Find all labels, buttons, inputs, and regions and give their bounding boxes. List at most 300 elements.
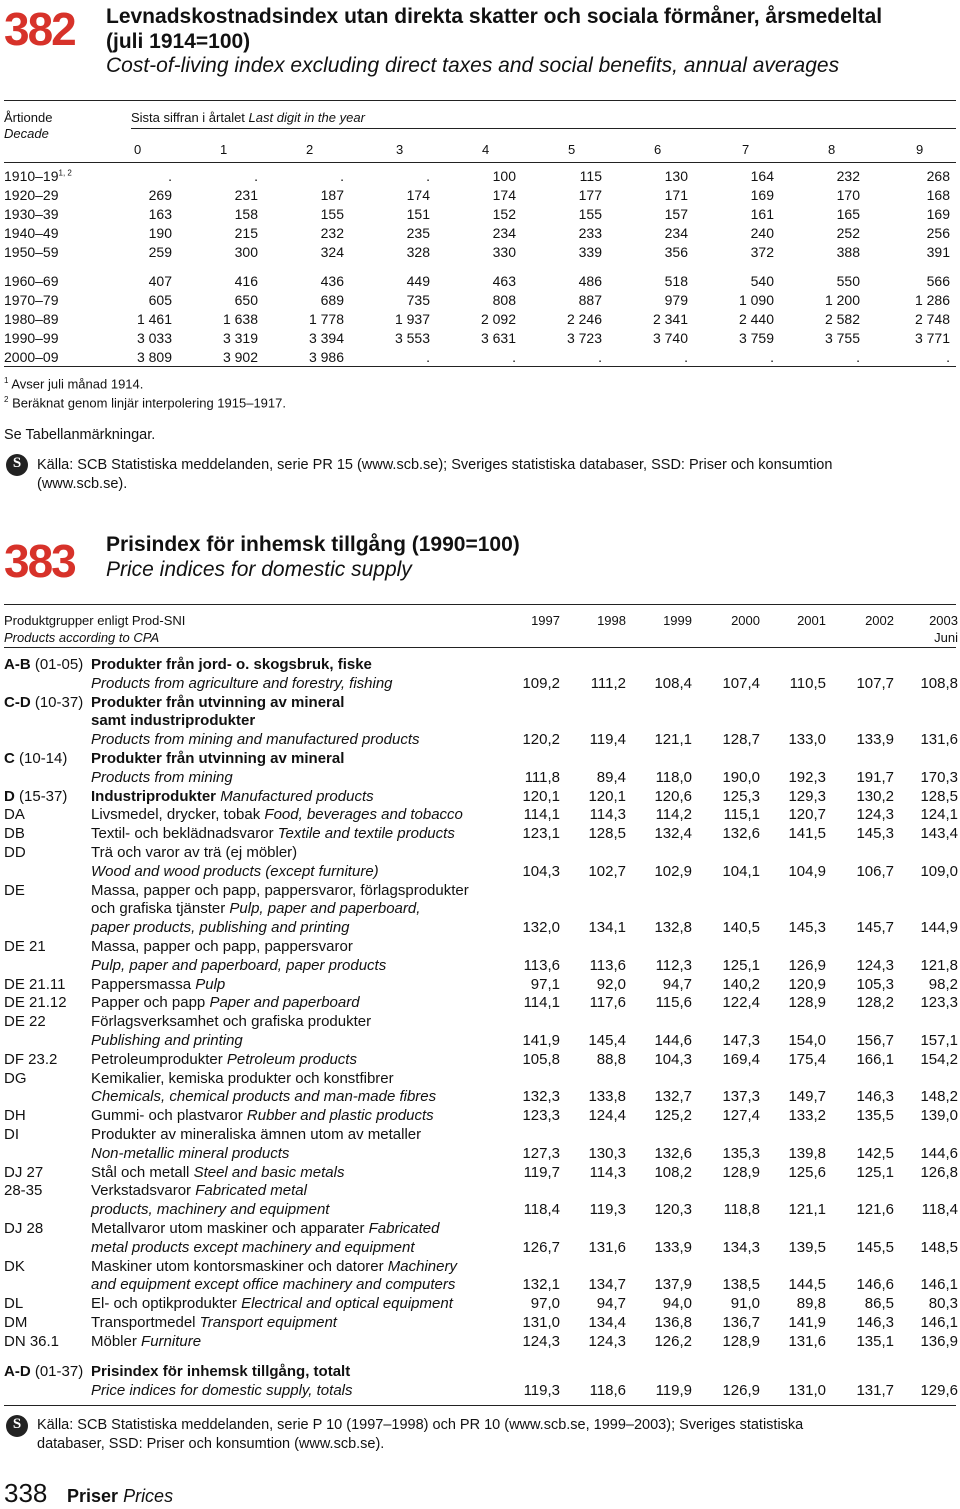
table-cell: 169	[750, 187, 774, 203]
table-cell: 808	[492, 292, 516, 308]
product-label-sv: Produkter från jord- o. skogsbruk, fiske	[91, 656, 372, 673]
product-code	[4, 1107, 26, 1125]
table-cell: 146,1	[920, 1276, 958, 1294]
product-label	[91, 731, 420, 749]
table-cell: 540	[750, 273, 774, 289]
table-row	[4, 1182, 958, 1201]
table-cell: 110,5	[789, 674, 826, 692]
table-title-sv-line1: Levnadskostnadsindex utan direkta skatter och sociala förmåner, årsmedeltal	[106, 5, 883, 28]
table-cell: 3 394	[308, 330, 344, 346]
table-cell: 231	[234, 187, 258, 203]
product-label-sv: Petroleumprodukter	[91, 1050, 223, 1068]
decade-label	[4, 330, 59, 346]
table-cell: 145,7	[856, 919, 894, 937]
product-label-sv: Papper och papp	[91, 994, 206, 1012]
year-header-2: 1999	[663, 613, 692, 628]
product-label-sv: Transportmedel	[91, 1313, 196, 1331]
product-code	[4, 938, 46, 956]
table-row	[4, 1258, 958, 1277]
table-cell: 118,0	[655, 768, 692, 786]
product-code-text: DE 21.11	[4, 975, 66, 993]
table-row	[4, 311, 956, 330]
table-cell: 134,4	[588, 1313, 626, 1331]
product-label-en: Products from mining	[91, 768, 233, 786]
product-code-text: DJ 27	[4, 1163, 44, 1181]
year-header-row	[0, 613, 960, 631]
table-cell: 108,2	[654, 1163, 692, 1181]
table-cell: 2 748	[914, 311, 950, 327]
product-code	[4, 1070, 27, 1088]
product-label-en: Products from mining and manufactured products	[91, 731, 420, 749]
table-row	[4, 919, 958, 938]
footnote-2-marker: 2	[4, 395, 9, 404]
product-label	[91, 806, 463, 824]
digit-header-9: 9	[916, 142, 924, 157]
product-code	[4, 1013, 46, 1031]
table-cell: 97,0	[530, 1295, 560, 1313]
product-code	[4, 1258, 25, 1276]
digit-header-7: 7	[742, 142, 750, 157]
section-label-sv: Priser	[67, 1486, 119, 1506]
table-cell: 119,9	[655, 1381, 692, 1399]
section-label-en: Prices	[123, 1486, 174, 1506]
table-cell: 689	[320, 292, 344, 308]
product-code	[4, 1051, 57, 1069]
header-bottom-rule	[4, 162, 956, 163]
product-code	[4, 750, 67, 768]
table-cell: 144,6	[920, 1144, 958, 1162]
table-cell: 94,0	[662, 1295, 692, 1313]
product-label	[91, 1258, 457, 1276]
table-cell: 339	[578, 244, 602, 260]
table-row	[4, 976, 958, 995]
product-label	[91, 1164, 344, 1182]
table-row	[4, 1333, 958, 1352]
table-cell: 130,2	[856, 787, 894, 805]
table-cell: 191,7	[856, 768, 894, 786]
digit-header-6: 6	[654, 142, 662, 157]
product-label	[91, 769, 233, 787]
product-label-sv: samt industriprodukter	[91, 712, 256, 730]
table-cell: 149,7	[788, 1088, 826, 1106]
product-code	[4, 806, 25, 824]
product-code	[4, 1182, 42, 1200]
table-cell: 735	[406, 292, 430, 308]
table-cell: 111,2	[590, 674, 626, 692]
table-cell: .	[598, 349, 602, 365]
table-row	[4, 994, 958, 1013]
product-code-text: DL	[4, 1295, 24, 1313]
digit-header-rule	[131, 128, 956, 129]
table-cell: 121,6	[856, 1201, 894, 1219]
table-cell: 129,6	[920, 1381, 958, 1399]
table-cell: 105,8	[522, 1050, 560, 1068]
product-label	[91, 675, 393, 693]
product-label-en: Transport equipment	[199, 1313, 337, 1331]
table-row	[4, 1088, 958, 1107]
table-cell: .	[684, 349, 688, 365]
table-cell: 143,4	[920, 825, 958, 843]
product-code-range: (10-37)	[30, 693, 84, 711]
total-row	[4, 1363, 958, 1382]
group-header-en: Products according to CPA	[4, 630, 160, 645]
table-cell: .	[426, 168, 430, 184]
table-cell: 388	[836, 244, 860, 260]
section-label	[67, 1486, 173, 1507]
product-label	[91, 1276, 455, 1294]
year-note: Juni	[934, 630, 958, 645]
product-label-en: Publishing and printing	[91, 1031, 243, 1049]
product-label-en: Steel and basic metals	[193, 1163, 345, 1181]
table-cell: 89,8	[796, 1295, 826, 1313]
decade-text: 1990–99	[4, 330, 59, 346]
product-label-sv: Möbler	[91, 1332, 137, 1350]
table-row	[4, 225, 956, 244]
product-code-text: DG	[4, 1069, 27, 1087]
table-cell: 3 809	[136, 349, 172, 365]
header-bottom-rule	[4, 647, 956, 648]
product-code-text: DN 36.1	[4, 1332, 60, 1350]
table-cell: 115,1	[723, 806, 760, 824]
table-cell: 130	[664, 168, 688, 184]
table-row	[4, 863, 958, 882]
table-cell: 165	[836, 206, 860, 222]
decade-text: 1950–59	[4, 244, 59, 260]
decade-text: 1930–39	[4, 206, 59, 222]
table-cell: 100	[492, 168, 516, 184]
product-code-text: A-B	[4, 656, 31, 673]
table-row	[4, 731, 958, 750]
product-label	[91, 694, 344, 712]
table-cell: 154,0	[788, 1031, 826, 1049]
table-cell: 145,5	[856, 1238, 894, 1256]
footnote-2-text: Beräknat genom linjär interpolering 1915–1917.	[12, 395, 286, 411]
table-cell: 3 723	[566, 330, 602, 346]
table-number: 382	[4, 3, 75, 55]
table-cell: 126,9	[788, 956, 826, 974]
table-cell: 215	[234, 225, 258, 241]
total-label-sv: Prisindex för inhemsk tillgång, totalt	[91, 1363, 351, 1380]
product-label-sv: Pappersmassa	[91, 975, 192, 993]
scb-source-icon: S	[6, 454, 28, 476]
table-cell: 89,4	[596, 768, 626, 786]
product-label-sv: Metallvaror utom maskiner och apparater	[91, 1219, 365, 1237]
table-cell: 133,0	[788, 731, 826, 749]
table-cell: 108,8	[920, 674, 958, 692]
table-cell: 120,1	[522, 787, 560, 805]
table-cell: 133,9	[856, 731, 894, 749]
product-code-text: D	[4, 787, 15, 805]
table-cell: 605	[148, 292, 172, 308]
table-cell: 91,0	[730, 1295, 760, 1313]
table-cell: 436	[320, 273, 344, 289]
product-label-sv: Produkter av mineraliska ämnen utom av metaller	[91, 1125, 422, 1143]
table-cell: 324	[320, 244, 344, 260]
table-cell: 134,3	[722, 1238, 760, 1256]
table-row	[4, 1201, 958, 1220]
table-cell: 328	[406, 244, 430, 260]
product-code-text: DJ 28	[4, 1219, 44, 1237]
table-cell: 140,5	[722, 919, 760, 937]
product-code-range: (01-05)	[30, 656, 84, 673]
see-notes: Se Tabellanmärkningar.	[4, 427, 156, 443]
footnote-2	[4, 395, 286, 410]
table-row	[4, 694, 958, 713]
year-header-0: 1997	[531, 613, 560, 628]
year-header-4: 2001	[797, 613, 826, 628]
table-cell: 190,0	[722, 768, 760, 786]
product-label	[91, 1182, 307, 1200]
product-label-en: Fabricated	[368, 1219, 440, 1237]
table-cell: 124,1	[920, 806, 958, 824]
table-cell: 139,0	[920, 1107, 958, 1125]
table-cell: 2 246	[566, 311, 602, 327]
product-label-en: Machinery	[387, 1257, 457, 1275]
table-cell: 123,3	[522, 1107, 560, 1125]
table-cell: 118,6	[589, 1381, 626, 1399]
table-382-bottom-rule	[4, 366, 956, 367]
digit-header-1: 1	[220, 142, 228, 157]
table-cell: 120,3	[654, 1201, 692, 1219]
table-cell: 3 319	[222, 330, 258, 346]
product-label	[91, 788, 374, 806]
product-code-text: DE 21	[4, 937, 46, 955]
table-cell: 125,1	[722, 956, 760, 974]
product-label-en: Manufactured products	[220, 787, 374, 805]
table-cell: 192,3	[788, 768, 826, 786]
table-cell: 141,9	[788, 1313, 826, 1331]
table-cell: 146,6	[856, 1276, 894, 1294]
table-cell: 416	[234, 273, 258, 289]
product-label-sv: Gummi- och plastvaror	[91, 1107, 243, 1125]
table-cell: 131,0	[522, 1313, 560, 1331]
product-label	[91, 1333, 201, 1351]
product-code	[4, 976, 65, 994]
table-cell: 107,4	[722, 674, 760, 692]
year-header-3: 2000	[731, 613, 760, 628]
table-row	[4, 187, 956, 206]
table-cell: 887	[578, 292, 602, 308]
table-cell: 190	[148, 225, 172, 241]
table-cell: 125,3	[722, 787, 760, 805]
table-cell: 174	[492, 187, 516, 203]
table-cell: 148,2	[920, 1088, 958, 1106]
table-cell: 94,7	[596, 1295, 626, 1313]
table-cell: 133,9	[654, 1238, 692, 1256]
product-label-en: Petroleum products	[226, 1050, 357, 1068]
product-label-sv: och grafiska tjänster	[91, 900, 226, 918]
digit-header	[131, 110, 365, 125]
table-cell: 1 200	[824, 292, 860, 308]
table-cell: 114,3	[589, 1163, 626, 1181]
table-cell: 131,6	[788, 1332, 826, 1350]
product-label	[91, 1107, 434, 1125]
product-label-en: Non-metallic mineral products	[91, 1144, 290, 1162]
table-cell: 144,6	[654, 1031, 692, 1049]
table-cell: 171	[664, 187, 688, 203]
table-row	[4, 900, 958, 919]
table-cell: 164	[750, 168, 774, 184]
table-cell: 134,7	[588, 1276, 626, 1294]
product-label	[91, 844, 297, 862]
table-cell: 2 582	[824, 311, 860, 327]
decade-header-sv: Årtionde	[4, 110, 53, 125]
table-cell: 124,3	[588, 1332, 626, 1350]
footnote-1-text: Avser juli månad 1914.	[11, 376, 144, 392]
product-label	[91, 957, 386, 975]
table-cell: 86,5	[864, 1295, 894, 1313]
product-label-en: Products from agriculture and forestry, fishing	[91, 674, 393, 692]
table-cell: 156,7	[856, 1031, 894, 1049]
scb-source-icon: S	[6, 1415, 28, 1437]
digit-header-row	[0, 142, 960, 160]
table-row	[4, 1220, 958, 1239]
table-cell: 486	[578, 273, 602, 289]
table-cell: 146,1	[920, 1313, 958, 1331]
table-cell: 550	[836, 273, 860, 289]
product-label	[91, 1051, 357, 1069]
product-label	[91, 712, 255, 730]
table-cell: 3 740	[652, 330, 688, 346]
digit-header-sv: Sista siffran i årtalet	[131, 110, 245, 125]
table-cell: 3 902	[222, 349, 258, 365]
digit-header-en: Last digit in the year	[248, 110, 365, 125]
product-label-sv: Stål och metall	[91, 1163, 190, 1181]
product-label-sv: Massa, papper och papp, pappersvaror, förlagsprodukter	[91, 881, 469, 899]
product-label-sv: Kemikalier, kemiska produkter och konstfibrer	[91, 1069, 394, 1087]
product-label	[91, 825, 455, 843]
total-row-block	[4, 1363, 958, 1401]
product-label-en: Wood and wood products (except furniture)	[91, 862, 379, 880]
table-cell: 3 553	[394, 330, 430, 346]
table-cell: 125,2	[654, 1107, 692, 1125]
table-cell: 233	[578, 225, 602, 241]
table-row	[4, 244, 956, 263]
table-cell: 119,3	[523, 1381, 560, 1399]
table-cell: 124,4	[588, 1107, 626, 1125]
table-cell: 3 986	[308, 349, 344, 365]
table-cell: 1 286	[914, 292, 950, 308]
table-cell: 106,7	[856, 862, 894, 880]
table-row	[4, 750, 958, 769]
decade-label	[4, 292, 59, 308]
product-label-en: Fabricated metal	[195, 1182, 307, 1200]
table-cell: 114,1	[523, 994, 560, 1012]
table-cell: 119,7	[523, 1163, 560, 1181]
table-cell: 142,5	[856, 1144, 894, 1162]
product-label-sv: Massa, papper och papp, pappersvaror	[91, 937, 353, 955]
table-row	[4, 168, 956, 187]
decade-text: 1940–49	[4, 225, 59, 241]
product-label	[91, 1239, 415, 1257]
table-cell: 139,8	[788, 1144, 826, 1162]
table-cell: 132,8	[654, 919, 692, 937]
table-cell: 256	[926, 225, 950, 241]
product-label-sv: Förlagsverksamhet och grafiska produkter	[91, 1013, 372, 1031]
table-cell: 126,8	[920, 1163, 958, 1181]
table-cell: 148,5	[920, 1238, 958, 1256]
table-cell: 119,3	[589, 1201, 626, 1219]
decade-label	[4, 225, 59, 241]
table-cell: 128,9	[722, 1332, 760, 1350]
table-cell: 463	[492, 273, 516, 289]
product-label	[91, 1220, 440, 1238]
table-cell: 145,3	[788, 919, 826, 937]
table-row	[4, 656, 958, 675]
table-cell: 94,7	[662, 975, 692, 993]
table-cell: 135,5	[856, 1107, 894, 1125]
digit-header-2: 2	[306, 142, 314, 157]
table-cell: 235	[406, 225, 430, 241]
table-row	[4, 788, 958, 807]
product-code	[4, 656, 83, 674]
table-row	[4, 330, 956, 349]
product-label	[91, 919, 350, 937]
table-cell: 141,5	[788, 825, 826, 843]
table-cell: 2 092	[480, 311, 516, 327]
table-cell: 120,6	[654, 787, 692, 805]
table-cell: 232	[836, 168, 860, 184]
table-cell: 123,3	[920, 994, 958, 1012]
product-label	[91, 1314, 337, 1332]
table-cell: 144,9	[920, 919, 958, 937]
product-code-text: C	[4, 749, 15, 767]
decade-label	[4, 206, 59, 222]
product-code-text: DE 21.12	[4, 994, 67, 1012]
table-cell: 177	[578, 187, 602, 203]
table-cell: 141,9	[522, 1031, 560, 1049]
table-383-bottom-rule	[4, 1405, 956, 1406]
table-cell: 1 778	[308, 311, 344, 327]
product-code-text: C-D	[4, 693, 31, 711]
table-cell: 114,1	[523, 806, 560, 824]
table-row	[4, 938, 958, 957]
product-label	[91, 938, 353, 956]
table-cell: 124,3	[522, 1332, 560, 1350]
table-cell: 169	[926, 206, 950, 222]
table-cell: 102,7	[588, 862, 626, 880]
table-cell: 113,6	[589, 956, 626, 974]
table-cell: 128,5	[920, 787, 958, 805]
table-cell: 120,2	[522, 731, 560, 749]
product-code-text: DE	[4, 881, 25, 899]
table-cell: 170,3	[920, 768, 958, 786]
product-label-en: Food, beverages and tobacco	[264, 806, 463, 824]
decade-label	[4, 349, 59, 365]
product-label-en: Pulp	[195, 975, 226, 993]
top-rule	[4, 604, 956, 605]
table-cell: 118,4	[523, 1201, 560, 1219]
table-row	[4, 1032, 958, 1051]
product-code	[4, 882, 25, 900]
decade-text: 1980–89	[4, 311, 59, 327]
table-row	[4, 675, 958, 694]
table-row	[4, 1126, 958, 1145]
product-code-text: DA	[4, 806, 25, 824]
table-row	[4, 1164, 958, 1183]
table-cell: 88,8	[596, 1050, 626, 1068]
table-cell: 151	[406, 206, 430, 222]
table-cell: .	[340, 168, 344, 184]
product-code	[4, 1314, 27, 1332]
table-cell: 144,5	[788, 1276, 826, 1294]
product-label	[91, 994, 360, 1012]
table-cell: 157,1	[920, 1031, 958, 1049]
table-cell: 300	[234, 244, 258, 260]
table-cell: 518	[664, 273, 688, 289]
product-label-en: Rubber and plastic products	[246, 1107, 434, 1125]
table-title-en: Price indices for domestic supply	[106, 558, 412, 581]
